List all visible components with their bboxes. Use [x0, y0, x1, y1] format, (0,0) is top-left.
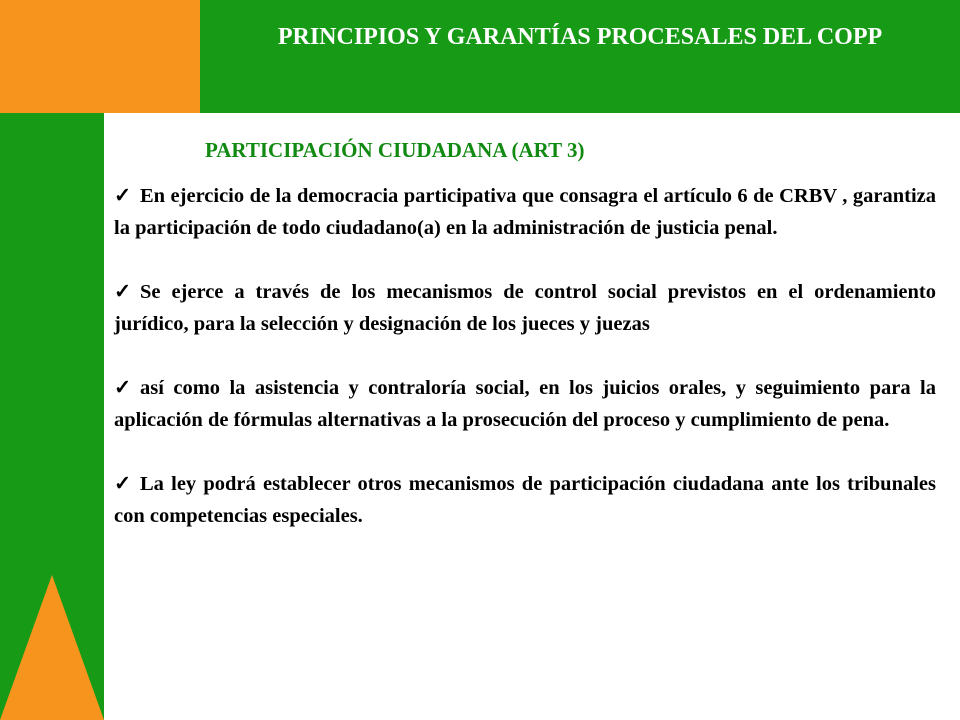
- orange-triangle-decoration: [0, 0, 104, 720]
- bullet-text: Se ejerce a través de los mecanismos de control social previstos en el ordenamiento jurídico, para la selección y designación de los jueces y juezas: [114, 281, 936, 335]
- checkmark-icon: ✓: [114, 377, 132, 399]
- bullet-list: [114, 180, 936, 564]
- checkmark-icon: ✓: [114, 185, 132, 207]
- bullet-item: [114, 180, 936, 244]
- header-bar: [200, 0, 960, 113]
- bullet-text: La ley podrá establecer otros mecanismos de participación ciudadana ante los tribunales con competencias especiales.: [114, 473, 936, 527]
- checkmark-icon: ✓: [114, 473, 132, 495]
- bullet-text: así como la asistencia y contraloría social, en los juicios orales, y seguimiento para la aplicación de fórmulas alternativas a la prosecución del proceso y cumplimiento de pena.: [114, 377, 936, 431]
- section-subtitle: PARTICIPACIÓN CIUDADANA (ART 3): [205, 138, 585, 162]
- bullet-item: [114, 372, 936, 436]
- bullet-text: En ejercicio de la democracia participativa que consagra el artículo 6 de CRBV , garantiza la participación de todo ciudadano(a) en la administración de justicia penal.: [114, 185, 936, 239]
- checkmark-icon: ✓: [114, 281, 132, 303]
- bullet-item: [114, 468, 936, 532]
- slide-title: PRINCIPIOS Y GARANTÍAS PROCESALES DEL COPP: [277, 24, 883, 50]
- bullet-item: [114, 276, 936, 340]
